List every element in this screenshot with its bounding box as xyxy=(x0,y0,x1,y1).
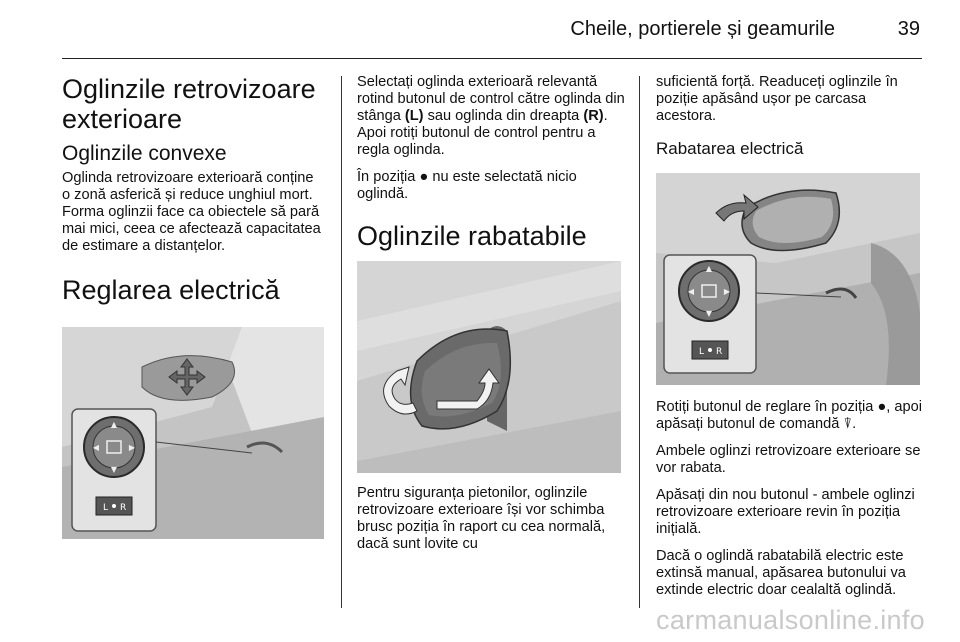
paragraph-select-mirror xyxy=(357,74,625,159)
page-number: 39 xyxy=(897,18,920,40)
svg-text:▼: ▼ xyxy=(110,465,118,474)
column-2 xyxy=(357,74,625,563)
switch-label-right: R xyxy=(716,347,723,357)
column-1 xyxy=(62,74,324,539)
subsection-title-convex: Oglinzile convexe xyxy=(62,142,227,165)
subsection-title-electric-folding: Rabatarea electrică xyxy=(656,139,804,158)
column-3 xyxy=(656,74,926,609)
svg-text:▲: ▲ xyxy=(110,420,118,429)
folding-mirror-figure xyxy=(357,261,621,473)
section-title-mirrors: Oglinzile retrovizoare exterioare xyxy=(62,74,316,134)
paragraph-convex: Oglinda retrovizoare exterioară conține o zonă asferică și reduce unghiul mort. Forma oglinzii face ca obiectele să pară mai mici, ceea ce afectează capacitatea de estimare a distanțelor. xyxy=(62,170,321,254)
paragraph-rotate-knob: Rotiți butonul de reglare în poziția ●, apoi apăsați butonul de comandă ⍒. xyxy=(656,399,922,432)
switch-label-left: L xyxy=(103,503,109,513)
svg-text:◀: ◀ xyxy=(92,443,100,452)
section-title-folding: Oglinzile rabatabile xyxy=(357,221,587,251)
svg-text:▲: ▲ xyxy=(705,264,713,273)
electric-folding-figure xyxy=(656,173,920,385)
switch-label-right: R xyxy=(120,503,127,513)
header-rule xyxy=(62,58,922,59)
column-divider-2 xyxy=(639,76,640,608)
text-run: . Apoi rotiți butonul de control pentru a regla oglinda. xyxy=(357,108,608,158)
text-run: sau oglinda din dreapta xyxy=(423,108,584,124)
label-right: (R) xyxy=(583,108,604,124)
svg-text:▶: ▶ xyxy=(723,287,731,296)
paragraph-pedestrian-safety: Pentru siguranța pietonilor, oglinzile retrovizoare exterioare își vor schimba brusc poziția în raport cu cea normală, dacă sunt lovite cu xyxy=(357,485,606,552)
svg-text:◀: ◀ xyxy=(687,287,695,296)
paragraph-press-again: Apăsați din nou butonul - ambele oglinzi retrovizoare exterioare revin în poziția inițială. xyxy=(656,487,915,537)
svg-text:▼: ▼ xyxy=(705,309,713,318)
switch-label-left: L xyxy=(699,347,705,357)
text-run: Selectați oglinda exterioară relevantă rotind butonul de control către oglinda din stânga xyxy=(357,74,625,124)
paragraph-mirrors-fold: Ambele oglinzi retrovizoare exterioare se vor rabata. xyxy=(656,443,921,476)
mirror-adjust-figure xyxy=(62,327,324,539)
label-left: (L) xyxy=(404,108,424,124)
section-title-electric: Reglarea electrică xyxy=(62,275,280,305)
watermark: carmanualsonline.info xyxy=(656,605,925,635)
paragraph-reset-mirrors: suficientă forță. Readuceți oglinzile în poziție apăsând ușor pe carcasa acestora. xyxy=(656,74,898,124)
svg-text:▶: ▶ xyxy=(128,443,136,452)
column-divider-1 xyxy=(341,76,342,608)
header-title: Cheile, portierele și geamurile xyxy=(570,18,835,40)
paragraph-no-mirror: În poziția ● nu este selectată nicio oglindă. xyxy=(357,169,577,202)
paragraph-manual-extend: Dacă o oglindă rabatabilă electric este extinsă manual, apăsarea butonului va extinde electric doar cealaltă oglindă. xyxy=(656,548,906,598)
